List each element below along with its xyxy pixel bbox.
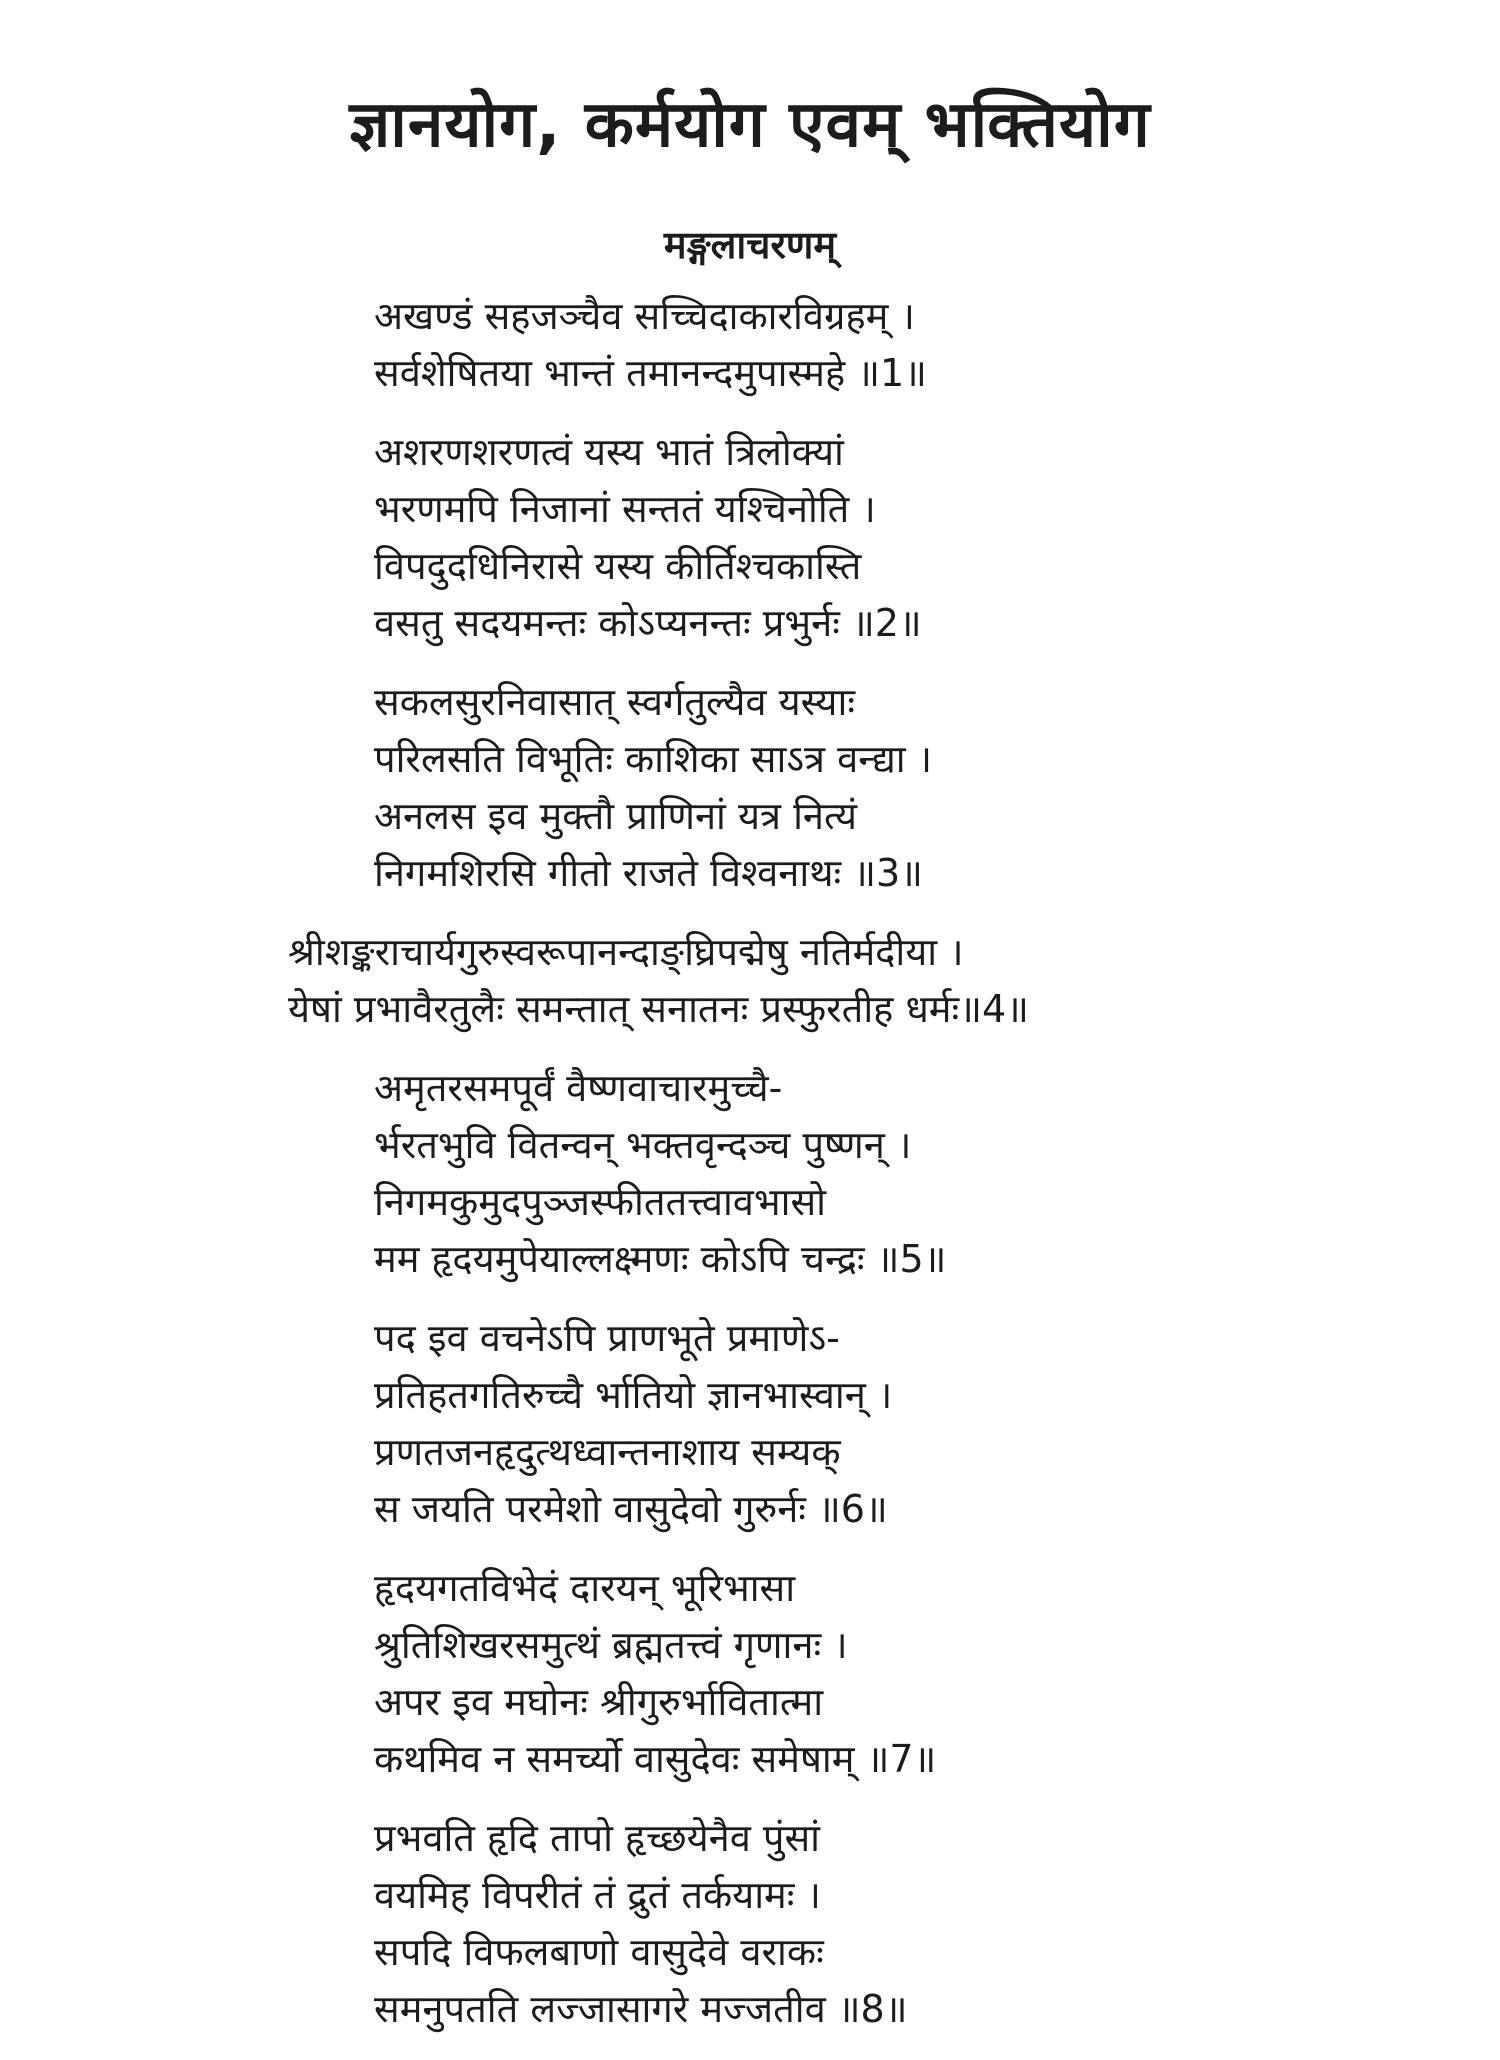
verse-8 — [374, 1810, 1434, 2038]
verse-line: हृदयगतविभेदं दारयन् भूरिभासा — [374, 1566, 796, 1610]
verse-line: श्रीशङ्कराचार्यगुरुस्वरूपानन्दाङ्घ्रिपद्मेषु नतिर्मदीया । — [288, 930, 964, 974]
page-title: ज्ञानयोग, कर्मयोग एवम् भक्तियोग — [349, 88, 1151, 162]
verse-line: सकलसुरनिवासात् स्वर्गतुल्यैव यस्याः — [374, 680, 855, 724]
verse-line: श्रुतिशिखरसमुत्थं ब्रह्मतत्त्वं गृणानः । — [374, 1623, 848, 1667]
verse-line: पद इव वचनेऽपि प्राणभूते प्रमाणेऽ- — [374, 1316, 840, 1360]
verse-line: प्रतिहतगतिरुच्चै र्भातियो ज्ञानभास्वान् । — [374, 1373, 893, 1417]
verse-line: सर्वशेषितया भान्तं तमानन्दमुपास्महे ॥1॥ — [374, 351, 927, 395]
verse-line: सपदि विफलबाणो वासुदेवे वराकः — [374, 1930, 824, 1974]
verse-line: वयमिह विपरीतं तं द्रुतं तर्कयामः । — [374, 1873, 821, 1917]
verse-line: र्भरतभुवि वितन्वन् भक्तवृन्दञ्च पुष्णन् । — [374, 1123, 912, 1167]
verse-1 — [374, 288, 1434, 402]
verse-line: स जयति परमेशो वासुदेवो गुरुर्नः ॥6॥ — [374, 1487, 888, 1531]
verse-7 — [374, 1560, 1434, 1788]
verse-line: अपर इव मघोनः श्रीगुरुर्भावितात्मा — [374, 1680, 824, 1724]
verse-line: भरणमपि निजानां सन्ततं यश्चिनोति । — [374, 487, 876, 531]
verse-4 — [288, 924, 1434, 1038]
verse-line: मम हृदयमुपेयाल्लक्ष्मणः कोऽपि चन्द्रः ॥5॥ — [374, 1237, 947, 1281]
verse-list — [288, 288, 1434, 2060]
verse-line: अनलस इव मुक्तौ प्राणिनां यत्र नित्यं — [374, 794, 858, 838]
verse-line: प्रणतजनहृदुत्थध्वान्तनाशाय सम्यक् — [374, 1430, 841, 1474]
verse-line: येषां प्रभावैरतुलैः समन्तात् सनातनः प्रस्फुरतीह धर्मः॥4॥ — [288, 987, 1029, 1031]
verse-line: समनुपतति लज्जासागरे मज्जतीव ॥8॥ — [374, 1987, 908, 2031]
section-heading: मङ्गलाचरणम् — [663, 223, 837, 267]
verse-6 — [374, 1310, 1434, 1538]
verse-line: विपदुदधिनिरासे यस्य कीर्तिश्चकास्ति — [374, 544, 862, 588]
verse-2 — [374, 424, 1434, 652]
verse-line: निगमशिरसि गीतो राजते विश्वनाथः ॥3॥ — [374, 851, 923, 895]
verse-line: परिलसति विभूतिः काशिका साऽत्र वन्द्या । — [374, 737, 933, 781]
verse-line: कथमिव न समर्च्यो वासुदेवः समेषाम् ॥7॥ — [374, 1737, 937, 1781]
verse-5 — [374, 1060, 1434, 1288]
verse-line: प्रभवति हृदि तापो हृच्छयेनैव पुंसां — [374, 1816, 821, 1860]
verse-line: वसतु सदयमन्तः कोऽप्यनन्तः प्रभुर्नः ॥2॥ — [374, 601, 922, 645]
verse-line: निगमकुमुदपुञ्जस्फीततत्त्वावभासो — [374, 1180, 827, 1224]
verse-line: अशरणशरणत्वं यस्य भातं त्रिलोक्यां — [374, 430, 844, 474]
verse-line: अमृतरसमपूर्वं वैष्णवाचारमुच्चै- — [374, 1066, 783, 1110]
verse-3 — [374, 674, 1434, 902]
verse-line: अखण्डं सहजञ्चैव सच्चिदाकारविग्रहम् । — [374, 294, 915, 338]
